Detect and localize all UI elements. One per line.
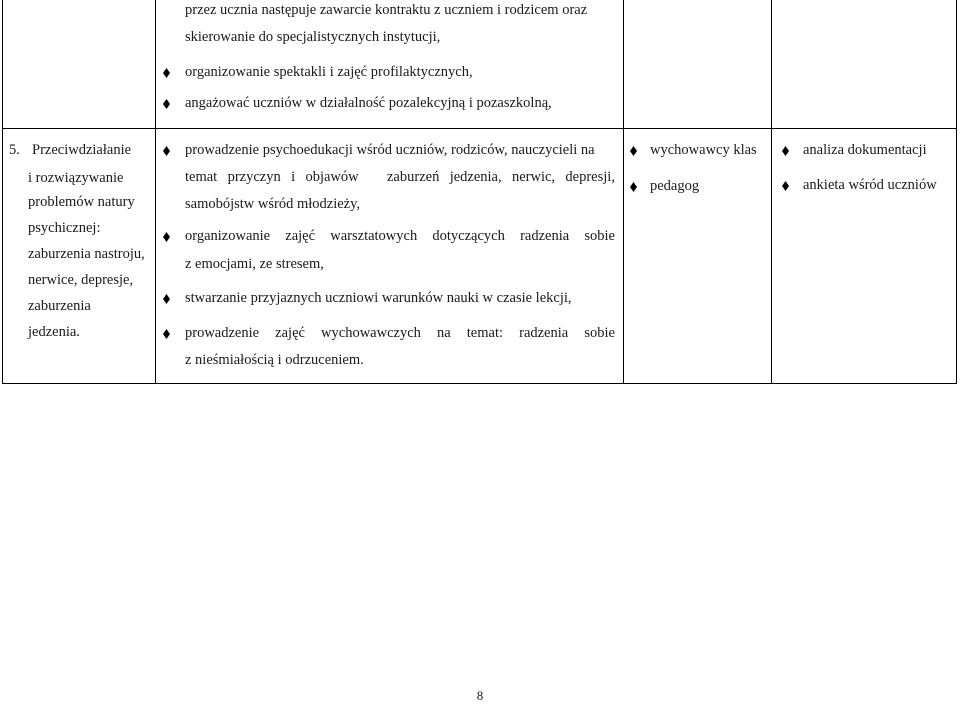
word: radzenia (519, 325, 569, 341)
word: objawów (305, 169, 359, 185)
diamond-bullet-icon (782, 146, 789, 156)
word: przyczyn (227, 169, 281, 185)
problem-line-8: jedzenia. (28, 324, 80, 340)
word: temat (185, 169, 218, 185)
diamond-bullet-icon (782, 181, 789, 191)
word: wychowawczych (321, 325, 421, 341)
problem-line-5: zaburzenia nastroju, (28, 246, 145, 262)
responsible-2: pedagog (650, 178, 700, 194)
top-bullet-a: organizowanie spektakli i zajęć profilaktycznych, (185, 64, 473, 80)
diamond-bullet-icon (163, 232, 170, 242)
problem-line-7: zaburzenia (28, 298, 91, 314)
word: dotyczących (432, 228, 505, 244)
word: na (436, 325, 451, 341)
evaluation-1: analiza dokumentacji (803, 142, 927, 158)
word: sobie (584, 228, 615, 244)
diamond-bullet-icon (163, 68, 170, 78)
action-1-line-1: prowadzenie psychoedukacji wśród uczniów, rodziców, nauczycieli na (185, 142, 595, 158)
col-divider-3 (771, 0, 772, 383)
problem-line-2: i rozwiązywanie (28, 170, 124, 186)
problem-line-6: nerwice, depresje, (28, 272, 134, 288)
row-number: 5. (9, 142, 20, 158)
diamond-bullet-icon (630, 182, 637, 192)
action-1-line-3: samobójstw wśród młodzieży, (185, 196, 361, 212)
word: prowadzenie (185, 325, 260, 341)
word: organizowanie (185, 228, 271, 244)
word: temat: (466, 325, 504, 341)
col-divider-2 (623, 0, 624, 383)
diamond-bullet-icon (630, 146, 637, 156)
word: radzenia (520, 228, 570, 244)
row-divider (2, 128, 957, 129)
page-number: 8 (476, 688, 484, 703)
table-right-border (956, 0, 957, 383)
problem-line-4: psychicznej: (28, 220, 101, 236)
table-bottom-border (2, 383, 957, 384)
action-3-line-1: stwarzanie przyjaznych uczniowi warunków nauki w czasie lekcji, (185, 290, 572, 306)
action-4-line-1 (185, 325, 615, 342)
word: depresji, (565, 169, 615, 185)
diamond-bullet-icon (163, 99, 170, 109)
top-bullet-b: angażować uczniów w działalność pozalekcyjną i pozaszkolną, (185, 95, 552, 111)
diamond-bullet-icon (163, 329, 170, 339)
col-divider-1 (155, 0, 156, 383)
problem-line-3: problemów natury (28, 194, 135, 210)
action-2-line-2: z emocjami, ze stresem, (185, 256, 324, 272)
top-text-line-1: przez ucznia następuje zawarcie kontraktu z uczniem i rodzicem oraz (185, 2, 588, 18)
action-2-line-1 (185, 228, 615, 245)
word: zaburzeń (387, 169, 440, 185)
action-1-line-2 (185, 169, 615, 186)
word: warsztatowych (330, 228, 418, 244)
word: sobie (584, 325, 615, 341)
action-4-line-2: z nieśmiałością i odrzuceniem. (185, 352, 364, 368)
top-text-line-2: skierowanie do specjalistycznych instytucji, (185, 29, 441, 45)
problem-line-1: Przeciwdziałanie (32, 142, 132, 158)
evaluation-2: ankieta wśród uczniów (803, 177, 937, 193)
word: zajęć (285, 228, 316, 244)
diamond-bullet-icon (163, 146, 170, 156)
word: jedzenia, (449, 169, 502, 185)
responsible-1: wychowawcy klas (650, 142, 757, 158)
diamond-bullet-icon (163, 294, 170, 304)
word: i (291, 169, 296, 185)
table-left-border (2, 0, 3, 383)
word: nerwic, (511, 169, 556, 185)
word: zajęć (275, 325, 305, 341)
